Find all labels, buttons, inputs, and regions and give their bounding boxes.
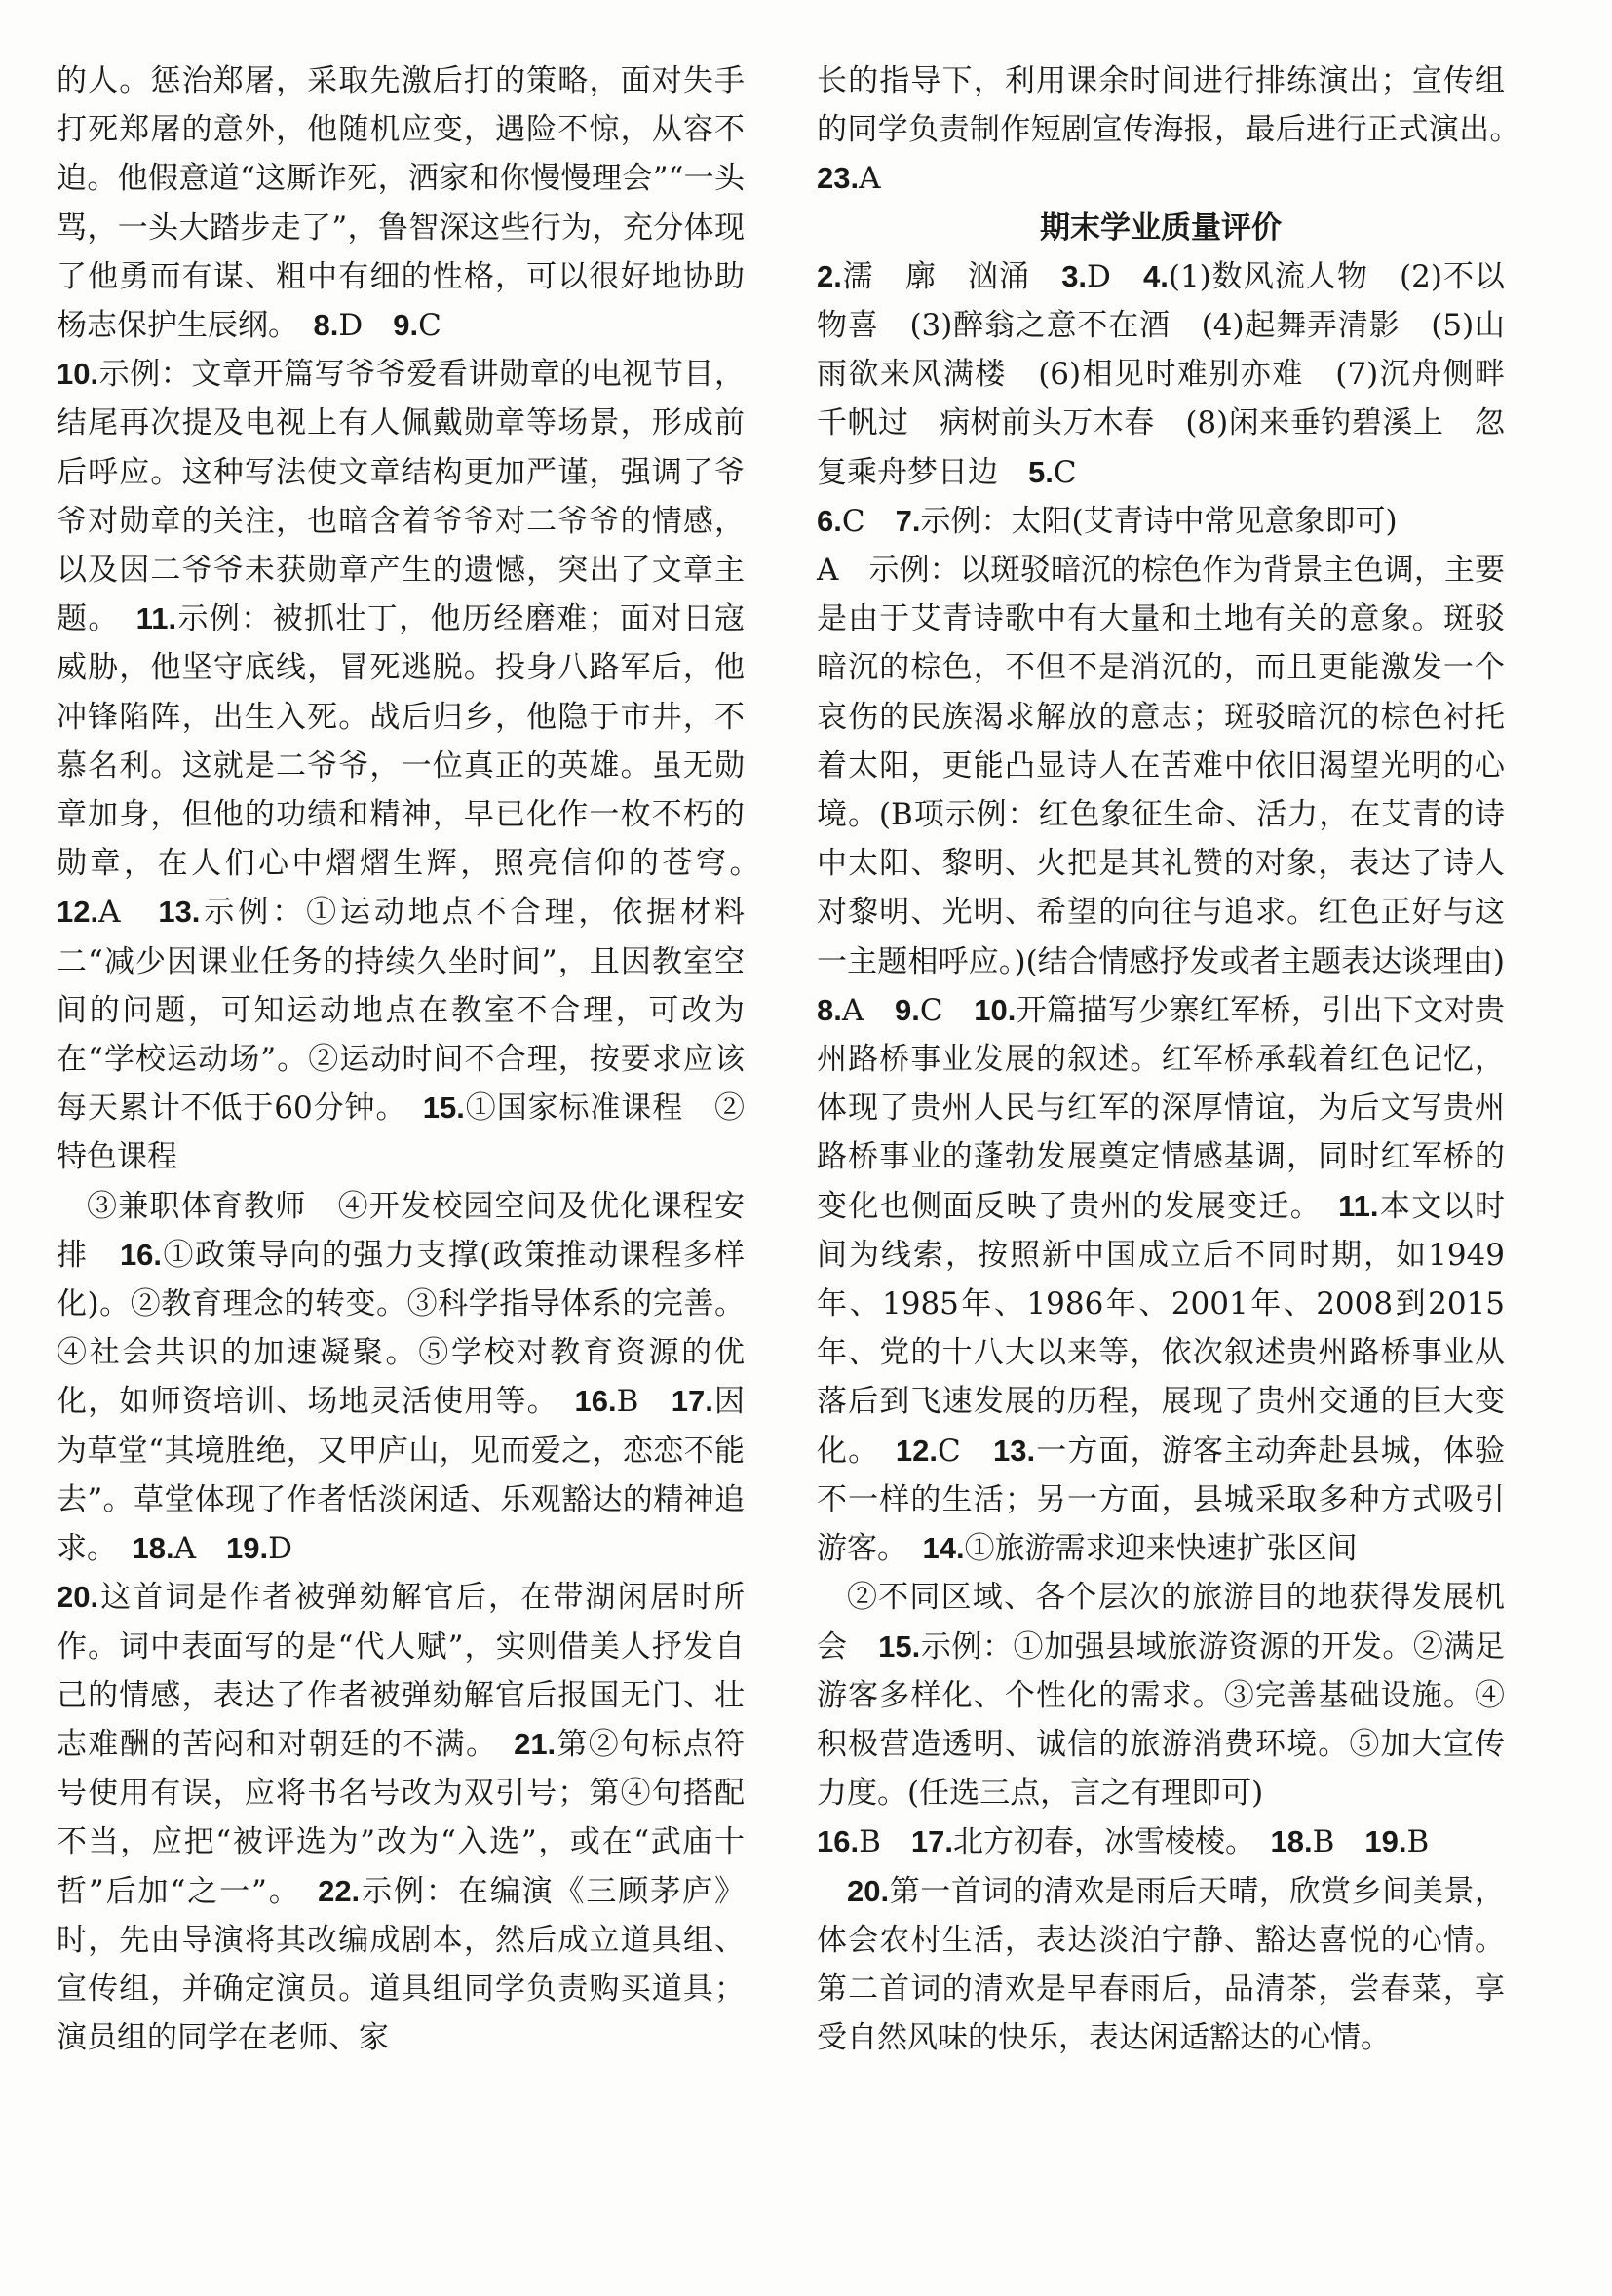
paragraph: A 示例：以斑驳暗沉的棕色作为背景主色调，主要是由于艾青诗歌中有大量和土地有关的意象。斑驳暗沉的棕色，不但不是消沉的，而且更能激发一个哀伤的民族渴求解放的意志；斑驳暗沉的棕色衬托着太阳，更能凸显诗人在苦难中依旧渴望光明的心境。(B项示例：红色象征生命、活力，在艾青的诗中太阳、黎明、火把是其礼赞的对象，表达了诗人对黎明、光明、希望的向往与追求。红色正好与这一主题相呼应。)(结合情感抒发或者主题表达谈理由) 8.A 9.C 10.开篇描写少寨红军桥，引出下文对贵州路桥事业发展的叙述。红军桥承载着红色记忆，体现了贵州人民与红军的深厚情谊，为后文写贵州路桥事业的蓬勃发展奠定情感基调，同时红军桥的变化也侧面反映了贵州的发展变迁。 11.本文以时间为线索，按照新中国成立后不同时期，如1949年、1985年、1986年、2001年、2008到2015年、党的十八大以来等，依次叙述贵州路桥事业从落后到飞速发展的历程，展现了贵州交通的巨大变化。 12.C 13.一方面，游客主动奔赴县城，体验不一样的生活；另一方面，县城采取多种方式吸引游客。 14.①旅游需求迎来快速扩张区间	[817, 553, 1506, 1567]
paragraph: 的人。惩治郑屠，采取先激后打的策略，面对失手打死郑屠的意外，他随机应变，遇险不惊，从容不迫。他假意道“这厮诈死，洒家和你慢慢理会”“一头骂，一头大踏步走了”，鲁智深这些行为，充分体现了他勇而有谋、粗中有细的性格，可以很好地协助杨志保护生辰纲。 8.D 9.C	[57, 63, 745, 344]
section-title: 期末学业质量评价	[1040, 210, 1282, 246]
paragraph: 20.这首词是作者被弹劾解官后，在带湖闲居时所作。词中表面写的是“代人赋”，实则借美人抒发自己的情感，表达了作者被弹劾解官后报国无门、壮志难酬的苦闷和对朝廷的不满。 21.第②句标点符号使用有误，应将书名号改为双引号；第④句搭配不当，应把“被评选为”改为“入选”，或在“武庙十哲”后加“之一”。 22.示例：在编演《三顾茅庐》时，先由导演将其改编成剧本，然后成立道具组、宣传组，并确定演员。道具组同学负责购买道具；演员组的同学在老师、家	[57, 1580, 746, 2056]
paragraph: 20.第一首词的清欢是雨后天晴，欣赏乡间美景，体会农村生活，表达淡泊宁静、豁达喜悦的心情。第二首词的清欢是早春雨后，品清茶，尝春菜，享受自然风味的快乐，表达闲适豁达的心情。	[817, 1873, 1505, 2056]
paragraph: 长的指导下，利用课余时间进行排练演出；宣传组的同学负责制作短剧宣传海报，最后进行正式演出。 23.A	[817, 63, 1505, 197]
right-column	[817, 57, 1505, 2062]
paragraph: 16.B 17.北方初春，冰雪棱棱。 18.B 19.B	[817, 1824, 1430, 1860]
paragraph: 6.C 7.示例：太阳(艾青诗中常见意象即可)	[817, 503, 1398, 539]
left-column	[57, 57, 745, 2062]
paragraph: 10.示例：文章开篇写爷爷爱看讲勋章的电视节目，结尾再次提及电视上有人佩戴勋章等场景，形成前后呼应。这种写法使文章结构更加严谨，强调了爷爷对勋章的关注，也暗含着爷爷对二爷爷的情感，以及因二爷爷未获勋章产生的遗憾，突出了文章主题。 11.示例：被抓壮丁，他历经磨难；面对日寇威胁，他坚守底线，冒死逃脱。投身八路军后，他冲锋陷阵，出生入死。战后归乡，他隐于市井，不慕名利。这就是二爷爷，一位真正的英雄。虽无勋章加身，但他的功绩和精神，早已化作一枚不朽的勋章，在人们心中熠熠生辉，照亮信仰的苍穹。 12.A 13.示例：①运动地点不合理，依据材料二“减少因课业任务的持续久坐时间”，且因教室空间的问题，可知运动地点在教室不合理，可改为在“学校运动场”。②运动时间不合理，按要求应该每天累计不低于60分钟。 15.①国家标准课程 ②特色课程	[57, 357, 746, 1175]
paragraph: ②不同区域、各个层次的旅游目的地获得发展机会 15.示例：①加强县域旅游资源的开发。②满足游客多样化、个性化的需求。③完善基础设施。④积极营造透明、诚信的旅游消费环境。⑤加大宣传力度。(任选三点，言之有理即可)	[817, 1580, 1506, 1812]
paragraph: ③兼职体育教师 ④开发校园空间及优化课程安排 16.①政策导向的强力支撑(政策推动课程多样化)。②教育理念的转变。③科学指导体系的完善。④社会共识的加速凝聚。⑤学校对教育资源的优化，如师资培训、场地灵活使用等。 16.B 17.因为草堂“其境胜绝，又甲庐山，见而爱之，恋恋不能去”。草堂体现了作者恬淡闲适、乐观豁达的精神追求。 18.A 19.D	[57, 1188, 746, 1567]
paragraph: 2.濡 廓 汹涌 3.D 4.(1)数风流人物 (2)不以物喜 (3)醉翁之意不在酒 (4)起舞弄清影 (5)山雨欲来风满楼 (6)相见时难别亦难 (7)沉舟侧畔千帆过 病树前头万木春 (8)闲来垂钓碧溪上 忽复乘舟梦日边 5.C	[817, 258, 1506, 490]
